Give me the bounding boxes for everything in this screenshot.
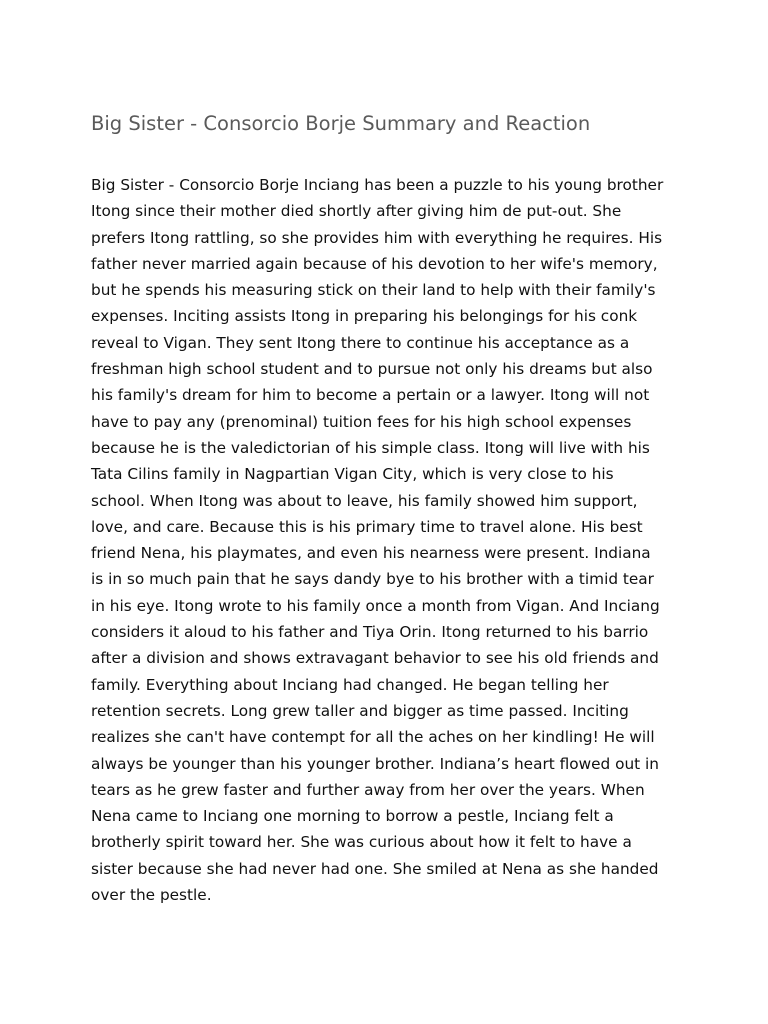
body-line: Tata Cilins family in Nagpartian Vigan City, which is very close to his [91, 465, 614, 484]
body-line: expenses. Inciting assists Itong in preparing his belongings for his conk [91, 307, 638, 326]
body-line: reveal to Vigan. They sent Itong there to continue his acceptance as a [91, 333, 630, 352]
body-line: freshman high school student and to pursue not only his dreams but also [91, 360, 653, 379]
body-line: because he is the valedictorian of his simple class. Itong will live with his [91, 438, 650, 457]
body-line: but he spends his measuring stick on their land to help with their family's [91, 281, 656, 300]
body-line: sister because she had never had one. She smiled at Nena as she handed [91, 859, 659, 878]
body-line: always be younger than his younger brother. Indiana’s heart flowed out in [91, 754, 659, 773]
body-line: after a division and shows extravagant behavior to see his old friends and [91, 649, 659, 668]
body-line: his family's dream for him to become a pertain or a lawyer. Itong will not [91, 386, 650, 405]
body-line: friend Nena, his playmates, and even his nearness were present. Indiana [91, 544, 651, 563]
body-line: father never married again because of his devotion to her wife's memory, [91, 254, 658, 273]
body-line: considers it aloud to his father and Tiya Orin. Itong returned to his barrio [91, 623, 649, 642]
body-line: retention secrets. Long grew taller and bigger as time passed. Inciting [91, 701, 629, 720]
body-line: tears as he grew faster and further away from her over the years. When [91, 780, 645, 799]
document-body [91, 172, 691, 908]
body-line: school. When Itong was about to leave, his family showed him support, [91, 491, 638, 510]
body-line: brotherly spirit toward her. She was curious about how it felt to have a [91, 833, 632, 852]
body-line: Nena came to Inciang one morning to borrow a pestle, Inciang felt a [91, 807, 614, 826]
body-line: Big Sister - Consorcio Borje Inciang has been a puzzle to his young brother [91, 176, 664, 194]
body-line: in his eye. Itong wrote to his family once a month from Vigan. And Inciang [91, 596, 660, 615]
body-line: have to pay any (prenominal) tuition fees for his high school expenses [91, 412, 632, 431]
body-line: prefers Itong rattling, so she provides him with everything he requires. His [91, 228, 663, 247]
document-title: Big Sister - Consorcio Borje Summary and Reaction [91, 112, 591, 135]
body-line: Itong since their mother died shortly after giving him de put-out. She [91, 202, 622, 221]
body-line: over the pestle. [91, 886, 212, 905]
body-line: family. Everything about Inciang had changed. He began telling her [91, 675, 609, 694]
body-line: realizes she can't have contempt for all the aches on her kindling! He will [91, 728, 655, 747]
body-line: love, and care. Because this is his primary time to travel alone. His best [91, 517, 643, 536]
body-line: is in so much pain that he says dandy bye to his brother with a timid tear [91, 570, 654, 589]
